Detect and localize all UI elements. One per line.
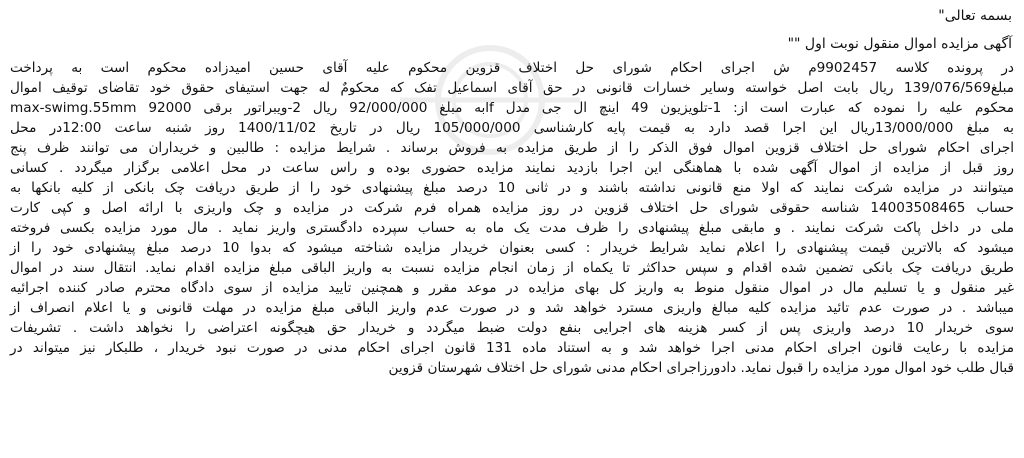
body-line: max-swimg.55mm به مبلغ 92/000/000 ریال 2-ویبراتور برقی 92000lf محکوم علیه را نموده که عبارت است از: 1-تلویزیون 49 اینچ ال جی مدل xyxy=(10,100,1015,116)
notice-body xyxy=(10,58,1014,378)
body-line: اجرای احکام شورای حل اختلاف قزوین اموال فوق الذکر را از طریق مزایده به فروش برساند . شرایط مزایده : طالبین و خریداران می توانند ظرف پنج xyxy=(10,140,1014,156)
body-line: میباشد . در صورت عدم تائید مزایده کلیه مبالغ واریزی مسترد خواهد شد و در صورت عدم واریز الباقی مبلغ مزایده در مهلت قانونی و یا اعلام انصراف از xyxy=(10,300,1014,316)
body-line: غیر منقول و یا تسلیم مال در اموال منقول منوط به واریز کل بهای مزایده در موعد مقرر و همچنین تایید مزایده از سوی دادگاه محترم صادر کننده اجرائیه xyxy=(10,280,1014,296)
body-line: روز قبل از مزایده از اموال آگهی شده با هماهنگی این اجرا بازدید نمایند مزایده حضوری بوده و راس ساعت در محل اعلامی برگزار میگردد . کسانی xyxy=(10,160,1014,176)
body-line: میتوانند در مزایده شرکت نمایند که اولا منع قانونی نداشته باشند و در ثانی 10 درصد مبلغ پیشنهادی خود را از طریق دریافت چک بانکی از کلیه بانکها به xyxy=(10,180,1014,196)
body-line: حساب 14003508465 شناسه حقوقی شورای حل اختلاف قزوین در روز مزایده همراه فرم شرکت در مزایده و چک واریزی با ارائه اصل و کپی کارت xyxy=(10,200,1014,216)
body-line: در پرونده کلاسه 9902457م ش اجرای احکام شورای حل اختلاف قزوین محکوم علیه آقای حسین امیدزاده محکوم است به پرداخت xyxy=(10,60,1014,76)
body-line: به مبلغ 13/000/000ریال این اجرا قصد دارد به قیمت پایه کارشناسی 105/000/000 ریال در تاریخ 1400/11/02 روز شنبه ساعت 12:00در محل xyxy=(10,120,1014,136)
body-line: قبال طلب خود اموال مورد مزایده را قبول نماید. دادورزاجرای احکام مدنی شورای حل اختلاف شهرستان قزوین xyxy=(388,360,1014,376)
body-line: مبلغ139/076/569 ریال بابت اصل خواسته وسایر خسارات قانونی در حق آقای اسماعیل تفک که محکومٌ له جهت استیفای حقوق خود تقاضای توقیف اموال xyxy=(10,80,1014,96)
heading: بسمه تعالی" xyxy=(938,8,1012,24)
body-line: ملی در داخل پاکت شرکت نمایند . و مابقی مبلغ پیشنهادی را ظرف مدت یک ماه به حساب سپرده دادگستری واریز نماید . مال مورد مزایده بکسی فروخته xyxy=(10,220,1014,236)
body-line: میشود که بالاترین قیمت پیشنهادی را اعلام نماید شرایط خریدار : کسی بعنوان خریدار مزایده شناخته میشود که بدوا 10 درصد مبلغ پیشنهادی خود را از xyxy=(10,240,1014,256)
body-line: سوی خریدار 10 درصد واریزی پس از کسر هزینه های اجرایی بنفع دولت ضبط میگردد و خریدار حق هیچگونه اعتراضی را نخواهد داشت . تشریفات xyxy=(10,320,1014,336)
auction-notice-document xyxy=(10,6,1014,378)
notice-title: آگهی مزایده اموال منقول نوبت اول "" xyxy=(787,36,1012,52)
body-line: مزایده با رعایت قانون اجرای احکام مدنی اجرا خواهد شد و به استناد ماده 131 قانون اجرای احکام مدنی در صورت نبود خریدار ، طلبکار نیز میتواند در xyxy=(10,340,1014,356)
body-line: طریق دریافت چک بانکی تضمین شده اقدام و سپس حداکثر تا یکماه از زمان انجام مزایده نسبت به واریز الباقی مبلغ مزایده اقدام نماید. انتقال سند در اموال xyxy=(10,260,1014,276)
